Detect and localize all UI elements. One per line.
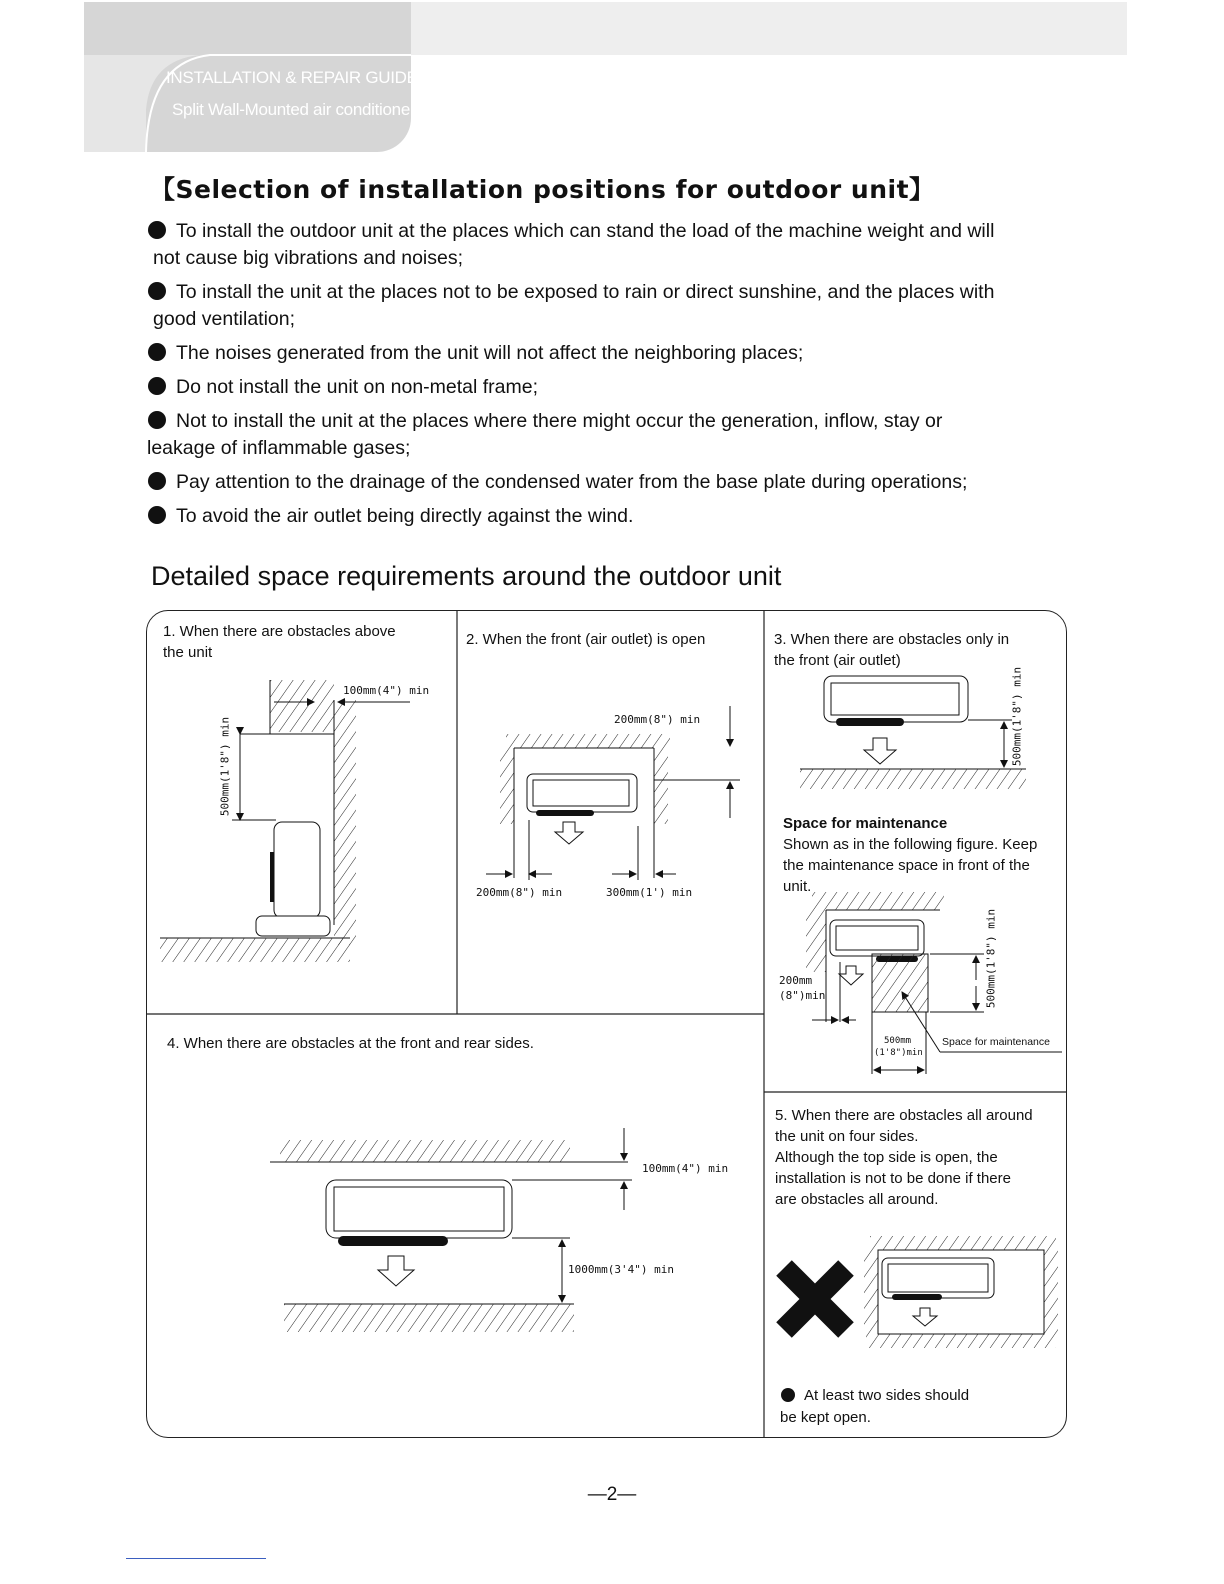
guide-subtitle: Split Wall-Mounted air conditioner — [172, 100, 416, 119]
caption-line: the front (air outlet) — [774, 652, 901, 669]
panel1-drawing — [160, 680, 410, 962]
bullet-text: Do not install the unit on non-metal frame; — [176, 376, 539, 398]
dim-label: 500mm — [884, 1036, 912, 1046]
panel5-note-line2: be kept open. — [780, 1409, 871, 1426]
dim-label: 1000mm(3'4") min — [568, 1263, 674, 1276]
dim-label: 500mm(1'8") min — [984, 908, 998, 1009]
caption-line: 3. When there are obstacles only in — [774, 631, 1010, 648]
dim-label: 200mm — [779, 974, 813, 987]
space-requirements-heading: Detailed space requirements around the outdoor unit — [151, 561, 782, 591]
maintenance-caption — [783, 813, 1037, 897]
bullet-text: not cause big vibrations and noises; — [153, 247, 464, 269]
caption-line: the unit on four sides. — [775, 1128, 919, 1145]
bullet-text: leakage of inflammable gases; — [147, 437, 411, 459]
bullet-text: good ventilation; — [153, 308, 296, 330]
caption-line: installation is not to be done if there — [775, 1170, 1011, 1187]
bullet-text: Not to install the unit at the places where there might occur the generation, inflow, stay or — [176, 410, 943, 432]
footer-line — [126, 1558, 266, 1559]
dim-label: 200mm(8") min — [476, 886, 563, 899]
caption-line: the maintenance space in front of the — [783, 857, 1030, 874]
dim-label: 500mm(1'8") min — [1010, 666, 1024, 767]
caption-line: 5. When there are obstacles all around — [775, 1107, 1033, 1124]
prohibited-x-icon — [784, 1268, 846, 1330]
section-title: 【Selection of installation positions for outdoor unit】 — [150, 175, 935, 204]
panel5-caption — [775, 1105, 1033, 1210]
bullet-text: Pay attention to the drainage of the condensed water from the base plate during operations; — [176, 471, 968, 493]
guide-title: INSTALLATION & REPAIR GUIDE — [166, 68, 418, 87]
panel3-caption — [774, 629, 1009, 671]
dim-label: 300mm(1') min — [606, 886, 693, 899]
caption-line: the unit — [163, 644, 213, 661]
dim-label: (8")min — [779, 989, 826, 1002]
caption-line: Although the top side is open, the — [775, 1149, 998, 1166]
bullet-text: The noises generated from the unit will not affect the neighboring places; — [176, 342, 804, 364]
bullet-text: To avoid the air outlet being directly against the wind. — [176, 505, 634, 527]
maintenance-label: Space for maintenance — [942, 1036, 1050, 1048]
panel2-caption: 2. When the front (air outlet) is open — [466, 631, 706, 648]
dim-label: 200mm(8") min — [614, 713, 701, 726]
maintenance-title: Space for maintenance — [783, 815, 948, 832]
bullet-text: To install the unit at the places not to be exposed to rain or direct sunshine, and the places with — [176, 281, 995, 303]
dim-label: 500mm(1'8") min — [218, 716, 232, 817]
bullet-text: To install the outdoor unit at the places which can stand the load of the machine weight and will — [176, 220, 995, 242]
caption-line: are obstacles all around. — [775, 1191, 939, 1208]
dim-label: 100mm(4") min — [642, 1162, 729, 1175]
panel4-caption: 4. When there are obstacles at the front and rear sides. — [167, 1035, 534, 1052]
panel1-caption — [163, 621, 396, 663]
panel5-note-line1: At least two sides should — [804, 1387, 970, 1404]
panel4-drawing — [270, 1128, 632, 1332]
panel2-drawing — [486, 706, 740, 880]
caption-line: unit. — [783, 878, 812, 895]
panel3-drawing — [800, 676, 1026, 789]
dim-label: (1'8")min — [874, 1048, 923, 1058]
bullet-dot-icon — [781, 1388, 795, 1402]
caption-line: 1. When there are obstacles above — [163, 623, 396, 640]
caption-line: Shown as in the following figure. Keep — [783, 836, 1038, 853]
page-number: —2— — [587, 1484, 637, 1505]
panel5-drawing — [781, 1236, 1058, 1402]
dim-label: 100mm(4") min — [343, 684, 430, 697]
